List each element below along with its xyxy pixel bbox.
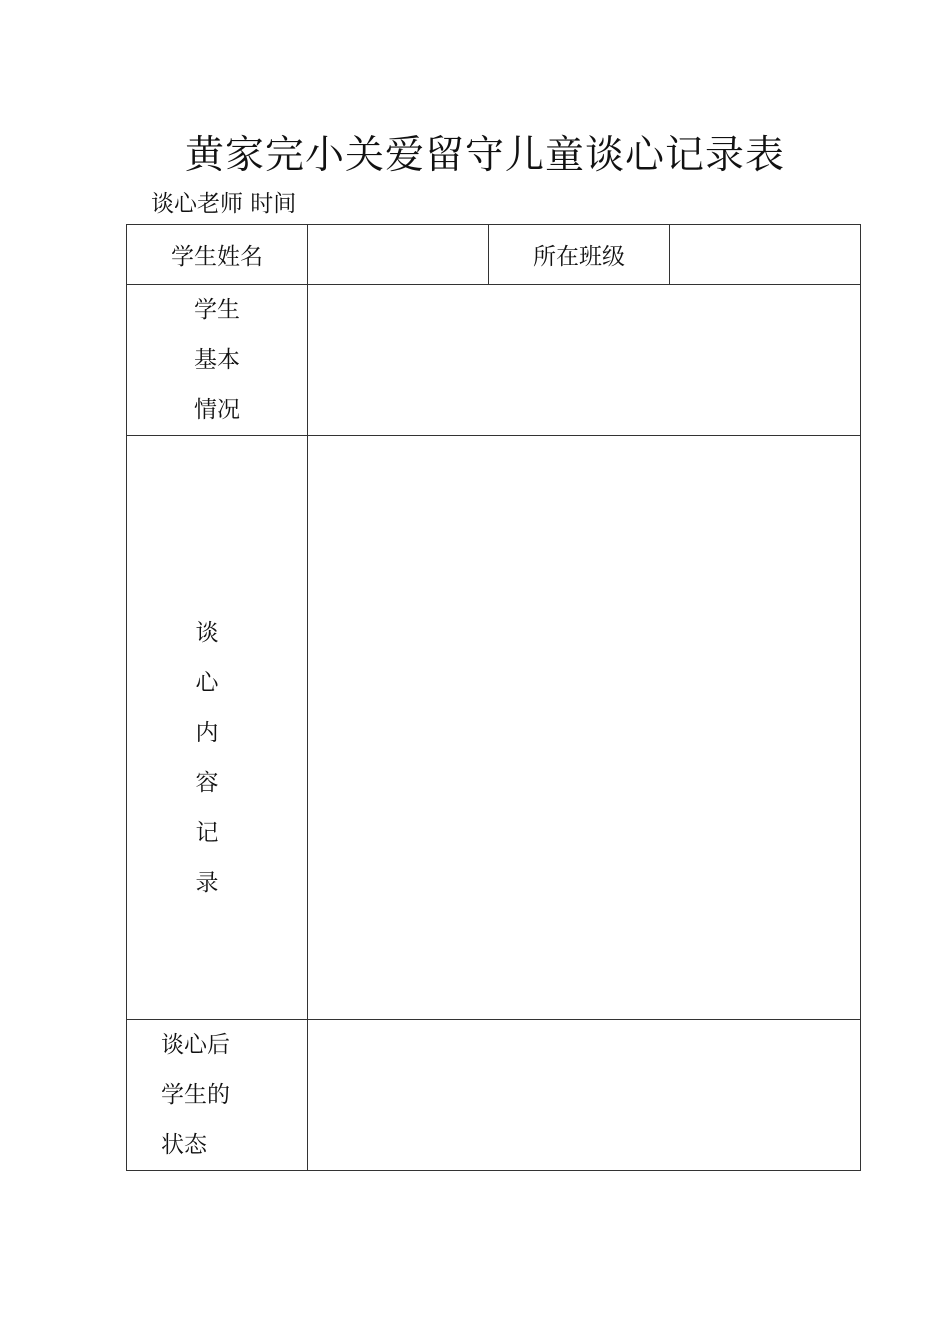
talk-content-label-line: 心 <box>195 669 219 696</box>
talk-content-label-line: 容 <box>195 769 219 796</box>
after-status-field[interactable] <box>308 1020 861 1171</box>
after-status-label-line: 谈心后 <box>161 1032 230 1058</box>
class-field[interactable] <box>670 225 861 285</box>
talk-content-label-line: 谈 <box>195 619 219 646</box>
basic-info-label-line: 情况 <box>194 397 240 423</box>
talk-content-label-line: 记 <box>195 819 219 846</box>
class-label: 所在班级 <box>489 225 670 285</box>
after-status-label-line: 状态 <box>161 1132 207 1158</box>
talk-content-label <box>127 436 308 1020</box>
basic-info-field[interactable] <box>308 285 861 436</box>
talk-content-label-line: 录 <box>195 869 219 896</box>
row-after-status <box>127 1020 861 1171</box>
row-student-class <box>127 225 861 285</box>
after-status-label-line: 学生的 <box>161 1082 230 1108</box>
student-name-label: 学生姓名 <box>127 225 308 285</box>
after-status-label <box>127 1020 308 1171</box>
row-talk-content <box>127 436 861 1020</box>
row-basic-info <box>127 285 861 436</box>
talk-content-label-line: 内 <box>195 719 219 746</box>
student-name-field[interactable] <box>308 225 489 285</box>
talk-record-table <box>126 224 861 1171</box>
basic-info-label <box>127 285 308 436</box>
basic-info-label-line: 基本 <box>194 347 240 373</box>
teacher-time-line: 谈心老师 时间 <box>151 191 297 217</box>
basic-info-label-line: 学生 <box>194 297 240 323</box>
talk-content-field[interactable] <box>308 436 861 1020</box>
page-title: 黄家完小关爱留守儿童谈心记录表 <box>184 133 785 178</box>
